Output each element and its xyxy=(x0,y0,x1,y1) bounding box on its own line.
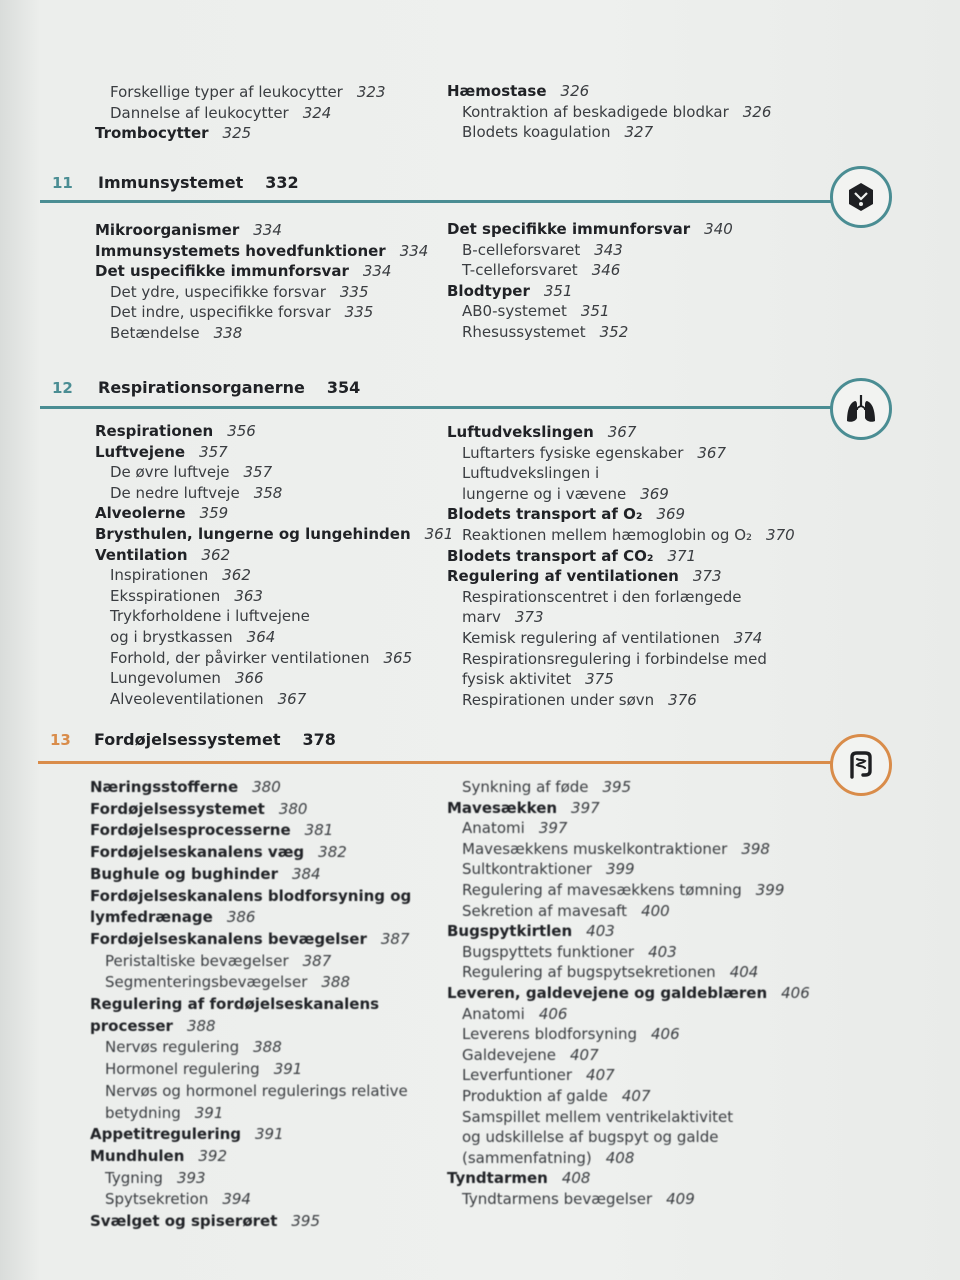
toc-entry xyxy=(447,102,847,123)
toc-entry-title: Regulering af bugspytsekretionen xyxy=(462,963,716,982)
toc-entry-page: 399 xyxy=(755,880,785,899)
toc-entry xyxy=(90,1103,490,1125)
toc-entry xyxy=(90,1168,490,1190)
toc-entry-page: 338 xyxy=(213,323,243,342)
toc-entry xyxy=(447,566,847,587)
toc-entry xyxy=(447,587,847,608)
chapter-rule xyxy=(38,761,833,764)
toc-entry xyxy=(447,1189,847,1210)
toc-entry-page: 362 xyxy=(222,566,251,585)
toc-entry-page: 398 xyxy=(741,839,770,858)
toc-entry-page: 326 xyxy=(560,82,590,100)
toc-entry-page: 391 xyxy=(255,1125,284,1144)
toc-entry-page: 326 xyxy=(742,102,772,121)
toc-entry-page: 388 xyxy=(321,973,351,992)
toc-entry-page: 357 xyxy=(243,463,273,482)
toc-entry xyxy=(447,1148,847,1169)
toc-entry-title: Bugspytkirtlen xyxy=(447,922,573,941)
toc-entry xyxy=(447,219,847,240)
toc-entry xyxy=(447,1107,847,1128)
toc-entry xyxy=(90,777,490,799)
toc-entry-title: og udskillelse af bugspyt og galde xyxy=(462,1128,719,1147)
toc-entry xyxy=(90,994,490,1016)
toc-entry-title: Fordøjelseskanalens bevægelser xyxy=(90,929,367,948)
toc-entry xyxy=(95,627,495,648)
toc-entry xyxy=(95,565,495,586)
toc-entry-title: Nervøs og hormonel regulerings relative xyxy=(105,1081,408,1100)
toc-entry-page: 399 xyxy=(605,860,635,879)
chapter-title xyxy=(98,377,360,399)
toc-entry xyxy=(447,504,847,525)
toc-entry-title: Regulering af mavesækkens tømning xyxy=(462,880,742,899)
toc-entry-page: 365 xyxy=(383,648,413,667)
toc-entry xyxy=(90,1124,490,1146)
toc-entry-title: Galdevejene xyxy=(462,1045,556,1064)
toc-entry xyxy=(90,1081,490,1103)
toc-entry-title: Tyndtarmens bevægelser xyxy=(462,1189,653,1208)
toc-entry xyxy=(95,524,495,545)
toc-entry-page: 358 xyxy=(253,483,283,502)
toc-entry-title: Bugspyttets funktioner xyxy=(462,942,635,961)
toc-entry-title: Fordøjelsesprocesserne xyxy=(90,821,291,840)
toc-entry-page: 406 xyxy=(538,1004,568,1023)
toc-entry-page: 370 xyxy=(766,525,795,544)
toc-entry xyxy=(447,301,847,322)
toc-entry xyxy=(95,220,495,241)
toc-entry-title: Reaktionen mellem hæmoglobin og O₂ xyxy=(462,525,753,544)
toc-entry-page: 334 xyxy=(399,241,429,260)
toc-entry-title: Regulering af fordøjelseskanalens xyxy=(90,995,380,1014)
toc-entry-page: 361 xyxy=(424,524,454,543)
toc-entry-title: Lungevolumen xyxy=(110,669,221,688)
toc-entry-page: 369 xyxy=(640,484,669,503)
toc-entry-page: 373 xyxy=(692,567,722,586)
toc-entry-page: 351 xyxy=(580,302,610,321)
toc-entry-page: 391 xyxy=(194,1103,224,1122)
toc-entry-title: Respirationscentret i den forlængede xyxy=(462,587,742,606)
toc-entry-page: 380 xyxy=(252,778,281,796)
toc-entry xyxy=(90,1146,490,1168)
toc-entry-title: Blodets transport af CO₂ xyxy=(447,546,654,565)
toc-entry-title: Forskellige typer af leukocytter xyxy=(110,83,343,101)
toc-entry-title: Respirationen under søvn xyxy=(462,690,655,709)
toc-entry-title: Luftvejene xyxy=(95,442,186,461)
toc-entry-page: 392 xyxy=(198,1146,228,1165)
toc-entry-title: De øvre luftveje xyxy=(110,463,230,482)
toc-entry-title: T-celleforsvaret xyxy=(462,261,578,280)
toc-entry-page: 397 xyxy=(538,819,568,838)
toc-entry-page: 376 xyxy=(668,690,697,709)
toc-entry xyxy=(447,525,847,546)
toc-entry-title: Mavesækkens muskelkontraktioner xyxy=(462,839,728,858)
toc-entry xyxy=(90,820,490,842)
toc-entry-title: Brysthulen, lungerne og lungehinden xyxy=(95,524,411,543)
toc-entry-title: Blodtyper xyxy=(447,281,530,300)
toc-entry xyxy=(447,1065,847,1086)
toc-entry-page: 367 xyxy=(607,423,637,441)
toc-entry xyxy=(95,421,495,442)
toc-entry-page: 386 xyxy=(226,908,256,927)
toc-entry-title: Trombocytter xyxy=(95,124,209,143)
toc-entry-title: Leverfuntioner xyxy=(462,1066,573,1085)
toc-entry-title: Trykforholdene i luftvejene xyxy=(110,607,310,626)
toc-entry-title: Luftudvekslingen i xyxy=(462,464,600,483)
toc-entry-page: 334 xyxy=(253,221,282,239)
toc-entry-page: 343 xyxy=(594,240,623,259)
toc-entry xyxy=(447,649,847,670)
toc-entry-page: 393 xyxy=(176,1168,206,1187)
toc-entry-title: Tyndtarmen xyxy=(447,1169,548,1188)
toc-entry-title: Kemisk regulering af ventilationen xyxy=(462,628,720,647)
toc-column-left xyxy=(90,777,490,1233)
toc-entry xyxy=(447,443,847,464)
toc-entry-title: processer xyxy=(90,1016,173,1035)
toc-entry xyxy=(95,442,495,463)
toc-entry-page: 382 xyxy=(318,843,347,862)
toc-entry-page: 388 xyxy=(186,1016,216,1035)
toc-entry-page: 369 xyxy=(656,505,686,524)
toc-entry-title: Hæmostase xyxy=(447,82,547,100)
toc-entry-title: fysisk aktivitet xyxy=(462,670,572,689)
toc-entry xyxy=(447,122,847,143)
toc-entry-page: 387 xyxy=(380,929,410,948)
toc-entry xyxy=(447,942,847,963)
toc-entry-page: 395 xyxy=(602,778,632,796)
toc-entry xyxy=(447,859,847,880)
toc-entry-title: AB0-systemet xyxy=(462,302,567,321)
toc-entry-title: Sekretion af mavesaft xyxy=(462,901,628,920)
toc-entry-page: 356 xyxy=(227,422,256,440)
toc-entry-page: 406 xyxy=(781,983,810,1002)
toc-column-right xyxy=(447,422,847,710)
toc-column-right xyxy=(447,81,847,143)
toc-entry-title: Bughule og bughinder xyxy=(90,864,278,883)
chapter-title-text: Respirationsorganerne xyxy=(98,378,305,397)
toc-entry-title: Samspillet mellem ventrikelaktivitet xyxy=(462,1107,734,1126)
toc-entry-title: Sultkontraktioner xyxy=(462,860,592,879)
toc-entry-title: Produktion af galde xyxy=(462,1086,608,1105)
chapter-title xyxy=(98,172,299,194)
toc-entry-title: betydning xyxy=(105,1103,181,1122)
chapter-rule xyxy=(40,406,833,409)
toc-entry-title: Nervøs regulering xyxy=(105,1038,240,1057)
toc-column-left xyxy=(95,421,495,709)
toc-entry-title: Inspirationen xyxy=(110,566,209,585)
toc-entry-page: 351 xyxy=(543,281,573,300)
toc-entry xyxy=(447,818,847,839)
toc-entry-title: lymfedrænage xyxy=(90,908,213,927)
toc-entry-page: 335 xyxy=(339,282,369,301)
toc-entry-title: Appetitregulering xyxy=(90,1125,241,1144)
toc-entry-page: 323 xyxy=(356,83,386,101)
toc-entry-page: 362 xyxy=(201,545,231,564)
toc-entry xyxy=(95,261,495,282)
toc-entry-page: 397 xyxy=(571,798,600,817)
toc-entry xyxy=(95,123,495,144)
toc-entry-title: Fordøjelseskanalens blodforsyning og xyxy=(90,886,412,905)
toc-entry-title: Mavesækken xyxy=(447,798,558,817)
toc-entry-page: 404 xyxy=(729,963,759,982)
toc-entry-title: Det uspecifikke immunforsvar xyxy=(95,262,349,281)
toc-entry-title: Leverens blodforsyning xyxy=(462,1025,637,1044)
toc-entry xyxy=(447,983,847,1004)
toc-entry xyxy=(447,81,847,102)
toc-entry-title: Fordøjelsessystemet xyxy=(90,799,265,818)
toc-entry-title: Blodets koagulation xyxy=(462,123,611,142)
toc-entry xyxy=(95,323,495,344)
toc-entry xyxy=(447,484,847,505)
toc-entry-title: Leveren, galdevejene og galdeblæren xyxy=(447,983,768,1002)
toc-entry xyxy=(447,1127,847,1148)
toc-entry xyxy=(95,586,495,607)
toc-entry-title: Alveoleventilationen xyxy=(110,689,264,708)
toc-entry xyxy=(447,422,847,443)
toc-entry xyxy=(95,606,495,627)
toc-entry xyxy=(447,962,847,983)
toc-entry-title: Mikroorganismer xyxy=(95,221,240,239)
toc-entry-title: Segmenteringsbevægelser xyxy=(105,973,308,992)
toc-entry-page: 408 xyxy=(605,1148,635,1167)
toc-entry xyxy=(90,1016,490,1038)
toc-entry xyxy=(90,864,490,886)
toc-entry xyxy=(95,302,495,323)
toc-entry-page: 364 xyxy=(246,627,276,646)
toc-entry-page: 340 xyxy=(704,220,733,238)
toc-entry-title: Spytsekretion xyxy=(105,1190,209,1209)
toc-column-right xyxy=(447,777,847,1209)
toc-entry xyxy=(90,972,490,994)
toc-entry xyxy=(447,463,847,484)
toc-entry-title: De nedre luftveje xyxy=(110,483,240,502)
toc-entry xyxy=(90,842,490,864)
toc-entry xyxy=(447,607,847,628)
toc-entry-page: 373 xyxy=(514,608,544,627)
chapter-number: 12 xyxy=(52,379,73,397)
toc-entry-title: Eksspirationen xyxy=(110,586,221,605)
toc-entry-page: 357 xyxy=(199,442,228,461)
toc-entry-title: Luftudvekslingen xyxy=(447,423,594,441)
toc-entry-page: 346 xyxy=(591,261,621,280)
toc-entry-page: 367 xyxy=(277,689,307,708)
chapter-12-heading xyxy=(40,377,940,427)
toc-entry-title: Tygning xyxy=(105,1168,163,1187)
chapter-title-text: Fordøjelsessystemet xyxy=(94,730,281,749)
toc-entry xyxy=(447,1168,847,1189)
toc-entry xyxy=(447,546,847,567)
toc-entry xyxy=(447,1004,847,1025)
toc-entry-title: Forhold, der påvirker ventilationen xyxy=(110,648,370,667)
toc-entry-page: 388 xyxy=(253,1038,282,1057)
toc-entry-title: Respirationsregulering i forbindelse med xyxy=(462,649,767,668)
toc-column-left xyxy=(95,82,495,144)
toc-entry xyxy=(447,880,847,901)
toc-entry-title: Næringsstofferne xyxy=(90,778,239,796)
toc-entry xyxy=(90,1189,490,1211)
toc-entry-title: lungerne og i vævene xyxy=(462,484,627,503)
toc-entry-page: 363 xyxy=(234,586,263,605)
toc-entry-page: 334 xyxy=(362,262,392,281)
toc-entry xyxy=(95,241,495,262)
toc-entry-title: Hormonel regulering xyxy=(105,1060,260,1079)
toc-entry xyxy=(95,503,495,524)
toc-entry-title: (sammenfatning) xyxy=(462,1148,592,1167)
toc-column-right xyxy=(447,219,847,343)
toc-entry-page: 408 xyxy=(561,1169,591,1188)
toc-entry-title: Luftarters fysiske egenskaber xyxy=(462,443,684,462)
toc-entry xyxy=(95,668,495,689)
toc-entry-page: 407 xyxy=(621,1086,651,1105)
toc-entry-page: 391 xyxy=(273,1060,303,1079)
toc-entry xyxy=(95,648,495,669)
toc-entry-title: Svælget og spiserøret xyxy=(90,1212,278,1231)
toc-entry-page: 387 xyxy=(302,951,332,970)
toc-entry-page: 406 xyxy=(651,1025,680,1044)
toc-entry xyxy=(447,690,847,711)
toc-entry-title: Fordøjelseskanalens væg xyxy=(90,843,305,862)
toc-entry-title: Regulering af ventilationen xyxy=(447,567,679,586)
chapter-number: 13 xyxy=(50,731,71,749)
toc-entry-title: Kontraktion af beskadigede blodkar xyxy=(462,102,729,121)
toc-entry xyxy=(447,322,847,343)
toc-entry xyxy=(447,260,847,281)
toc-entry-page: 359 xyxy=(199,504,229,523)
toc-entry xyxy=(95,545,495,566)
toc-entry-title: Peristaltiske bevægelser xyxy=(105,951,289,970)
toc-entry-title: Anatomi xyxy=(462,1004,525,1023)
chapter-page: 354 xyxy=(326,378,361,397)
toc-entry xyxy=(447,798,847,819)
toc-entry-page: 407 xyxy=(569,1045,599,1064)
toc-column-left xyxy=(95,220,495,344)
toc-entry-title: Respirationen xyxy=(95,422,214,440)
toc-entry-page: 403 xyxy=(648,942,677,961)
chapter-number: 11 xyxy=(52,174,73,192)
toc-entry xyxy=(95,82,495,103)
toc-entry xyxy=(447,777,847,798)
toc-entry xyxy=(447,839,847,860)
toc-entry-title: Dannelse af leukocytter xyxy=(110,103,289,122)
toc-entry-title: Ventilation xyxy=(95,545,188,564)
toc-entry-page: 407 xyxy=(586,1066,615,1085)
toc-entry xyxy=(95,689,495,710)
toc-entry-title: Mundhulen xyxy=(90,1146,185,1165)
toc-entry-page: 381 xyxy=(304,821,334,840)
toc-entry-title: og i brystkassen xyxy=(110,627,233,646)
toc-entry-title: B-celleforsvaret xyxy=(462,240,581,259)
toc-entry-title: Betændelse xyxy=(110,323,200,342)
toc-entry xyxy=(447,1086,847,1107)
toc-entry-page: 335 xyxy=(344,303,374,322)
toc-entry xyxy=(447,1045,847,1066)
toc-entry-page: 380 xyxy=(278,799,308,818)
toc-entry-page: 400 xyxy=(641,901,670,920)
toc-entry xyxy=(95,103,495,124)
chapter-page: 332 xyxy=(265,173,299,192)
toc-entry-page: 374 xyxy=(733,628,763,647)
toc-entry-page: 394 xyxy=(222,1190,251,1209)
toc-entry-title: Det ydre, uspecifikke forsvar xyxy=(110,282,326,301)
toc-entry-title: marv xyxy=(462,608,501,627)
toc-entry-page: 327 xyxy=(624,123,654,142)
toc-entry-title: Det specifikke immunforsvar xyxy=(447,220,691,238)
toc-entry-title: Anatomi xyxy=(462,819,525,838)
toc-entry-page: 352 xyxy=(599,322,629,341)
toc-entry-page: 371 xyxy=(667,546,697,565)
toc-entry xyxy=(90,1059,490,1081)
toc-entry xyxy=(447,921,847,942)
toc-entry-page: 367 xyxy=(697,443,727,462)
toc-entry-page: 409 xyxy=(666,1189,695,1208)
toc-entry-title: Alveolerne xyxy=(95,504,186,523)
toc-entry xyxy=(95,462,495,483)
toc-entry xyxy=(447,240,847,261)
chapter-page: 378 xyxy=(302,730,336,749)
chapter-13-heading xyxy=(38,729,938,779)
toc-entry xyxy=(90,1037,490,1059)
toc-entry-page: 395 xyxy=(291,1212,321,1231)
toc-entry xyxy=(90,1211,490,1233)
toc-entry-page: 384 xyxy=(291,864,321,883)
chapter-title xyxy=(94,729,336,751)
toc-entry-page: 403 xyxy=(586,922,615,941)
toc-entry xyxy=(90,907,490,929)
toc-entry xyxy=(95,483,495,504)
chapter-title-text: Immunsystemet xyxy=(98,173,244,192)
toc-entry-page: 325 xyxy=(222,124,252,143)
toc-entry xyxy=(447,669,847,690)
toc-entry xyxy=(447,901,847,922)
toc-entry-page: 324 xyxy=(302,103,332,122)
toc-entry-title: Immunsystemets hovedfunktioner xyxy=(95,241,386,260)
toc-entry-page: 375 xyxy=(585,670,614,689)
toc-entry xyxy=(90,929,490,951)
toc-entry xyxy=(90,799,490,821)
toc-entry xyxy=(90,886,490,908)
toc-entry xyxy=(447,281,847,302)
toc-entry xyxy=(95,282,495,303)
toc-entry-title: Synkning af føde xyxy=(462,778,589,796)
toc-entry-title: Blodets transport af O₂ xyxy=(447,505,643,524)
toc-entry-title: Det indre, uspecifikke forsvar xyxy=(110,303,331,322)
toc-entry xyxy=(447,628,847,649)
toc-entry-page: 366 xyxy=(234,669,264,688)
toc-entry-title: Rhesussystemet xyxy=(462,322,586,341)
chapter-11-heading xyxy=(40,172,940,222)
toc-entry xyxy=(447,1024,847,1045)
chapter-rule xyxy=(40,200,835,203)
toc-entry xyxy=(90,951,490,973)
